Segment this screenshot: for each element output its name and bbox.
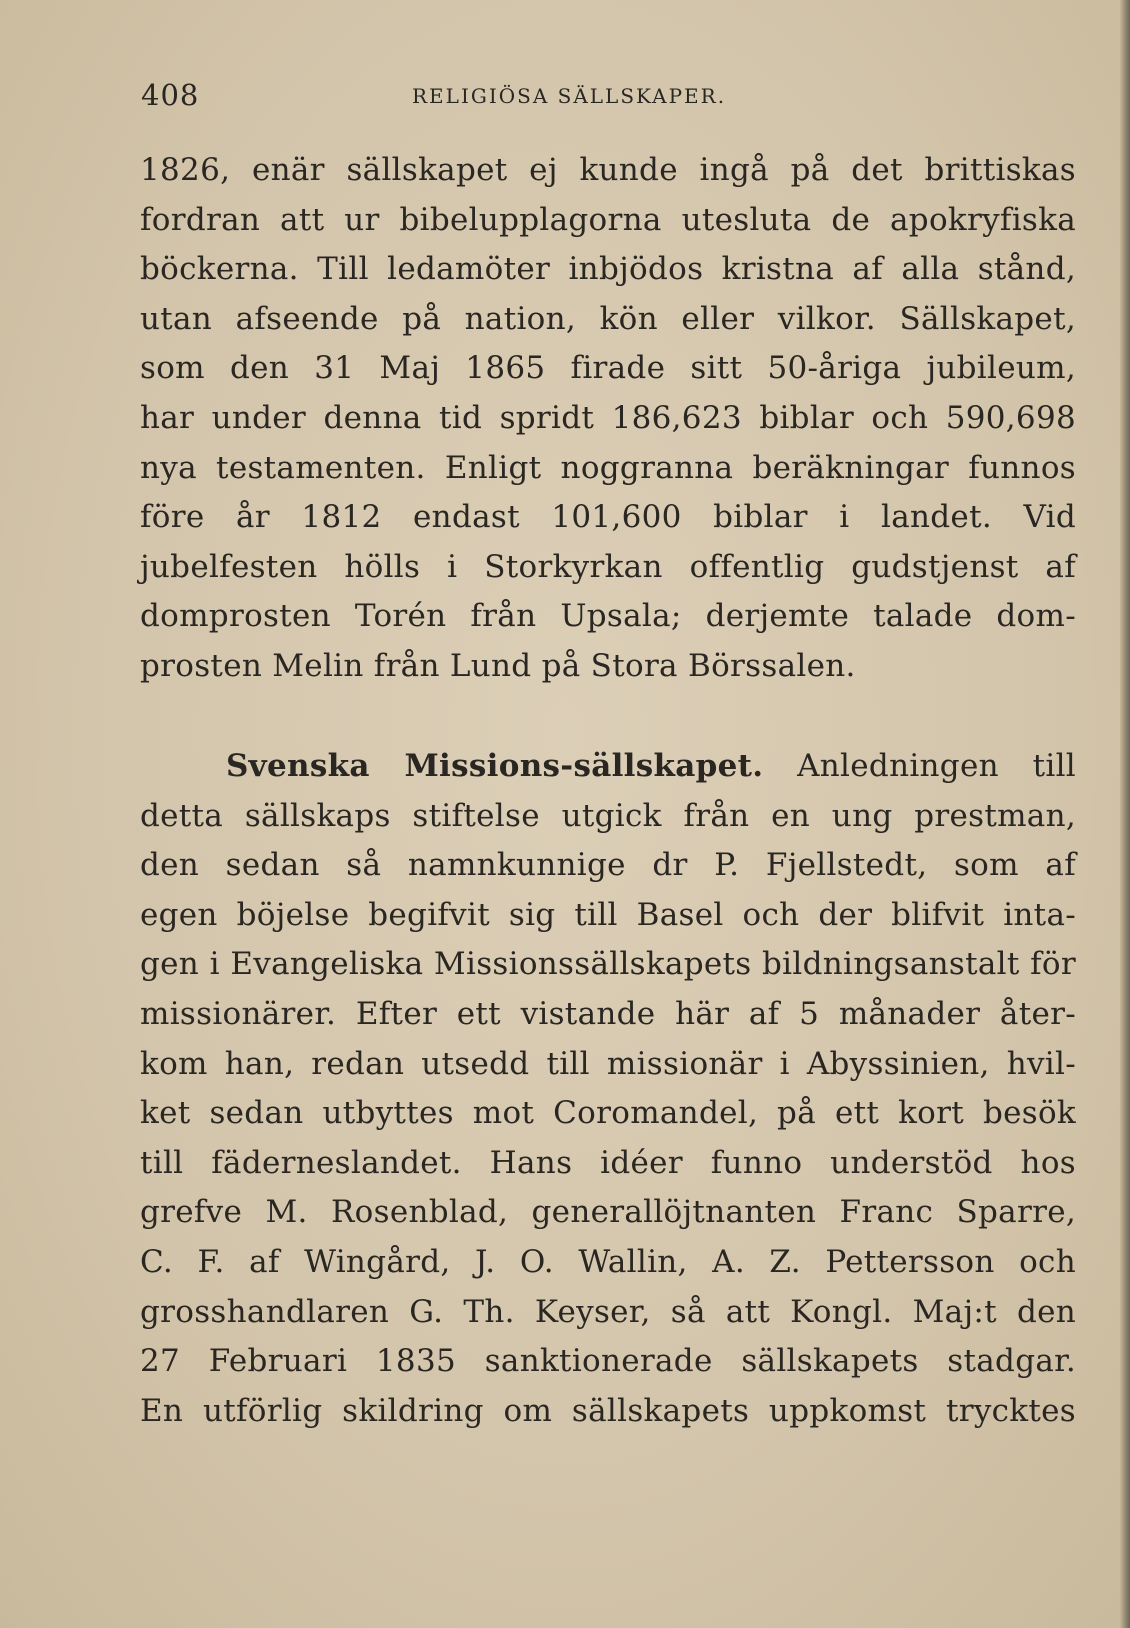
- text-line: den sedan så namnkunnige dr P. Fjellstedt, som af: [140, 847, 1076, 884]
- text-line: C. F. af Wingård, J. O. Wallin, A. Z. Pettersson och: [140, 1243, 1076, 1280]
- text-line: kom han, redan utsedd till missionär i Abyssinien, hvil-: [140, 1045, 1076, 1082]
- text-line: domprosten Torén från Upsala; derjemte talade dom-: [140, 598, 1076, 635]
- text-line: En utförlig skildring om sällskapets uppkomst trycktes: [140, 1392, 1076, 1429]
- text-line: detta sällskaps stiftelse utgick från en ung prestman,: [140, 797, 1076, 834]
- text-line: grefve M. Rosenblad, generallöjtnanten Franc Sparre,: [140, 1194, 1076, 1231]
- text-line: 1826, enär sällskapet ej kunde ingå på det brittiskas: [140, 152, 1076, 188]
- text-line: har under denna tid spridt 186,623 biblar och 590,698: [140, 399, 1076, 436]
- first-line: [140, 742, 1076, 792]
- page-number: 408: [141, 78, 200, 112]
- paragraph-bible-society: [140, 146, 1076, 692]
- text-line: som den 31 Maj 1865 firade sitt 50-åriga jubileum,: [140, 350, 1076, 387]
- text-line: prosten Melin från Lund på Stora Börssalen.: [140, 647, 856, 684]
- text-line: ket sedan utbyttes mot Coromandel, på ett kort besök: [140, 1095, 1076, 1132]
- text-line: före år 1812 endast 101,600 biblar i landet. Vid: [140, 499, 1076, 536]
- first-line-text: Anledningen till: [797, 748, 1076, 784]
- running-head: RELIGIÖSA SÄLLSKAPER.: [412, 84, 727, 108]
- page-header: [141, 78, 1071, 118]
- text-line: nya testamenten. Enligt noggranna beräkningar funnos: [140, 449, 1076, 486]
- text-line: missionärer. Efter ett vistande här af 5 månader åter-: [140, 995, 1076, 1032]
- text-line: utan afseende på nation, kön eller vilkor. Sällskapet,: [140, 300, 1076, 337]
- paragraph-missions-society: [140, 742, 1076, 1436]
- section-heading: Svenska Missions-sällskapet.: [226, 748, 764, 784]
- text-line: fordran att ur bibelupplagorna utesluta de apokryfiska: [140, 201, 1076, 238]
- text-line: 27 Februari 1835 sanktionerade sällskapets stadgar.: [140, 1343, 1076, 1380]
- text-line: grosshandlaren G. Th. Keyser, så att Kongl. Maj:t den: [140, 1293, 1076, 1330]
- page-edge-shadow: [1120, 0, 1130, 1628]
- text-line: böckerna. Till ledamöter inbjödos kristna af alla stånd,: [140, 251, 1076, 288]
- text-line: gen i Evangeliska Missionssällskapets bildningsanstalt för: [140, 946, 1076, 983]
- text-line: till fäderneslandet. Hans idéer funno understöd hos: [140, 1144, 1076, 1181]
- text-line: egen böjelse begifvit sig till Basel och der blifvit inta-: [140, 896, 1076, 933]
- text-line: jubelfesten hölls i Storkyrkan offentlig gudstjenst af: [140, 548, 1076, 585]
